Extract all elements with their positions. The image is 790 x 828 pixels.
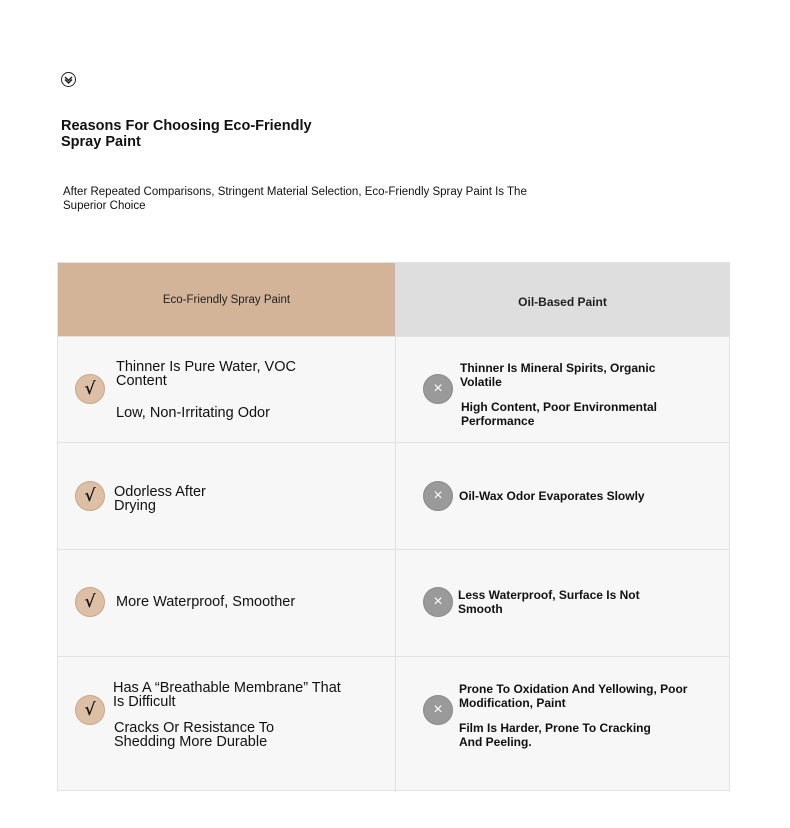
con-text: High Content, Poor Environmental Performance xyxy=(461,400,658,428)
close-icon: × xyxy=(423,374,453,404)
pro-text: Has A “Breathable Membrane” That Is Difficult xyxy=(113,680,341,710)
con-cell xyxy=(395,443,731,550)
pro-text: Cracks Or Resistance To Shedding More Durable xyxy=(114,720,275,750)
page-title: Reasons For Choosing Eco-Friendly Spray Paint xyxy=(61,118,312,150)
con-text: Thinner Is Mineral Spirits, Organic Volatile xyxy=(460,361,656,389)
column-header-eco-label: Eco-Friendly Spray Paint xyxy=(162,293,291,306)
con-cell xyxy=(395,337,731,443)
con-text: Less Waterproof, Surface Is Not Smooth xyxy=(458,588,640,616)
check-icon: √ xyxy=(75,374,105,404)
table-row xyxy=(58,549,730,657)
pro-text: More Waterproof, Smoother xyxy=(116,594,296,610)
pro-text: Odorless After Drying xyxy=(114,484,206,514)
check-icon: √ xyxy=(75,587,105,617)
pro-cell xyxy=(58,337,395,443)
column-header-oil xyxy=(395,263,730,336)
con-text: Oil-Wax Odor Evaporates Slowly xyxy=(459,489,645,503)
column-header-oil-label: Oil-Based Paint xyxy=(518,294,607,309)
pro-cell xyxy=(58,657,395,792)
check-icon: √ xyxy=(75,481,105,511)
comparison-table xyxy=(57,262,730,791)
pro-text: Thinner Is Pure Water, VOC Content xyxy=(116,359,296,389)
check-icon: √ xyxy=(75,695,105,725)
pro-cell xyxy=(58,443,395,550)
chevron-down-glyph xyxy=(64,76,73,84)
chevron-down-circle-icon xyxy=(61,72,76,87)
page-subtitle: After Repeated Comparisons, Stringent Material Selection, Eco-Friendly Spray Paint Is The Superior Choice xyxy=(63,186,527,212)
close-icon: × xyxy=(423,695,453,725)
column-header-eco xyxy=(58,263,395,336)
con-cell xyxy=(395,657,731,792)
table-row xyxy=(58,656,730,792)
con-cell xyxy=(395,550,731,657)
pro-cell xyxy=(58,550,395,657)
pro-text: Low, Non-Irritating Odor xyxy=(116,405,270,421)
con-text: Film Is Harder, Prone To Cracking And Peeling. xyxy=(459,721,651,749)
table-row xyxy=(58,442,730,550)
table-row xyxy=(58,336,730,443)
con-text: Prone To Oxidation And Yellowing, Poor Modification, Paint xyxy=(459,682,688,710)
close-icon: × xyxy=(423,481,453,511)
close-icon: × xyxy=(423,587,453,617)
